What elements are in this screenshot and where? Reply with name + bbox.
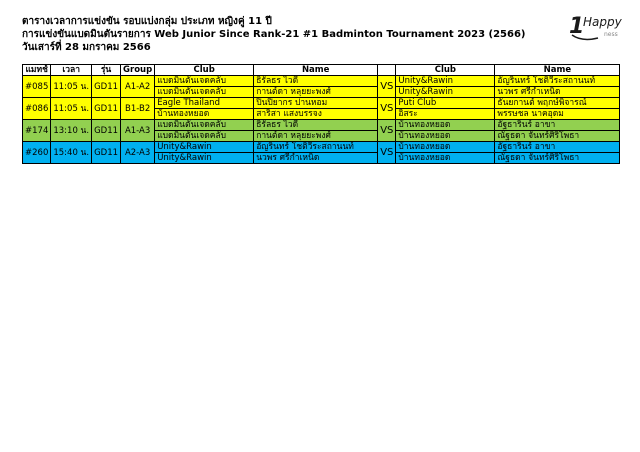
right-club: อิสระ (396, 109, 495, 120)
header-date: วันเสาร์ที่ 28 มกราคม 2566 (22, 42, 151, 53)
match-class: GD11 (92, 76, 121, 98)
happiness-logo (568, 9, 628, 47)
header-vs (378, 65, 396, 76)
match-group: A1-A3 (121, 120, 155, 142)
logo-sub: ness (604, 31, 618, 38)
left-club: Unity&Rawin (155, 142, 254, 153)
table-row (23, 142, 620, 153)
table-row (23, 98, 620, 109)
match-number: #174 (23, 120, 51, 142)
left-name: สาริสา แสงบรรจง (254, 109, 378, 120)
right-name: ธันยกานต์ พฤกษ์พิจารณ์ (495, 98, 620, 109)
left-name: กานต์ดา หลุยยะพงศ์ (254, 87, 378, 98)
header-group: Group (121, 65, 155, 76)
match-time: 13:10 น. (51, 120, 92, 142)
right-club: Unity&Rawin (396, 87, 495, 98)
header-match: แมทช์ (23, 65, 51, 76)
header-tournament: การแข่งขันแบดมินตันรายการ Web Junior Since Rank-21 #1 Badminton Tournament 2023 (2566) (22, 29, 526, 40)
right-club: บ้านทองหยอด (396, 153, 495, 164)
header-title: ตารางเวลาการแข่งขัน รอบแบ่งกลุ่ม ประเภท หญิงคู่ 11 ปี (22, 16, 272, 27)
right-name: นวพร ศรีกำเหนิด (495, 87, 620, 98)
right-club: บ้านทองหยอด (396, 131, 495, 142)
table-row (23, 76, 620, 87)
match-time: 11:05 น. (51, 76, 92, 98)
match-class: GD11 (92, 120, 121, 142)
header-club-right: Club (396, 65, 495, 76)
match-group: A2-A3 (121, 142, 155, 164)
left-name: กานต์ดา หลุยยะพงศ์ (254, 131, 378, 142)
right-name: อัญรินทร์ โชติวีระสถานนท์ (495, 76, 620, 87)
logo-word: Happy (583, 15, 622, 29)
match-number: #086 (23, 98, 51, 120)
match-time: 15:40 น. (51, 142, 92, 164)
left-name: อัญรินทร์ โชติวีระสถานนท์ (254, 142, 378, 153)
left-name: ธิรัลธร ไวดี (254, 120, 378, 131)
left-club: Eagle Thailand (155, 98, 254, 109)
match-number: #260 (23, 142, 51, 164)
left-name: ปิ่นปิยากร ปานหอม (254, 98, 378, 109)
header-club-left: Club (155, 65, 254, 76)
document-header (22, 15, 525, 54)
left-name: นวพร ศรีกำเหนิด (254, 153, 378, 164)
table-header-row (23, 65, 620, 76)
schedule-table (22, 64, 620, 164)
right-name: พรรษชล นาคอุดม (495, 109, 620, 120)
right-name: ณัฐธดา จันทร์ศิริโพธา (495, 153, 620, 164)
match-group: B1-B2 (121, 98, 155, 120)
logo-number: 1 (569, 14, 585, 39)
header-time: เวลา (51, 65, 92, 76)
left-club: แบดมินตันเจดคลับ (155, 131, 254, 142)
vs-label: VS (378, 120, 396, 142)
left-club: บ้านทองหยอด (155, 109, 254, 120)
right-name: อัฐธารินร์ อาขา (495, 120, 620, 131)
vs-label: VS (378, 76, 396, 98)
header-name-left: Name (254, 65, 378, 76)
left-club: แบดมินตันเจดคลับ (155, 76, 254, 87)
left-club: แบดมินตันเจดคลับ (155, 87, 254, 98)
header-name-right: Name (495, 65, 620, 76)
match-number: #085 (23, 76, 51, 98)
match-class: GD11 (92, 142, 121, 164)
right-club: บ้านทองหยอด (396, 142, 495, 153)
vs-label: VS (378, 142, 396, 164)
match-class: GD11 (92, 98, 121, 120)
right-club: Puti Club (396, 98, 495, 109)
right-name: ณัฐธดา จันทร์ศิริโพธา (495, 131, 620, 142)
header-class: รุ่น (92, 65, 121, 76)
table-row (23, 120, 620, 131)
vs-label: VS (378, 98, 396, 120)
right-club: Unity&Rawin (396, 76, 495, 87)
left-club: แบดมินตันเจดคลับ (155, 120, 254, 131)
match-time: 11:05 น. (51, 98, 92, 120)
left-name: ธิรัลธร ไวดี (254, 76, 378, 87)
match-group: A1-A2 (121, 76, 155, 98)
right-club: บ้านทองหยอด (396, 120, 495, 131)
left-club: Unity&Rawin (155, 153, 254, 164)
right-name: อัฐธารินร์ อาขา (495, 142, 620, 153)
